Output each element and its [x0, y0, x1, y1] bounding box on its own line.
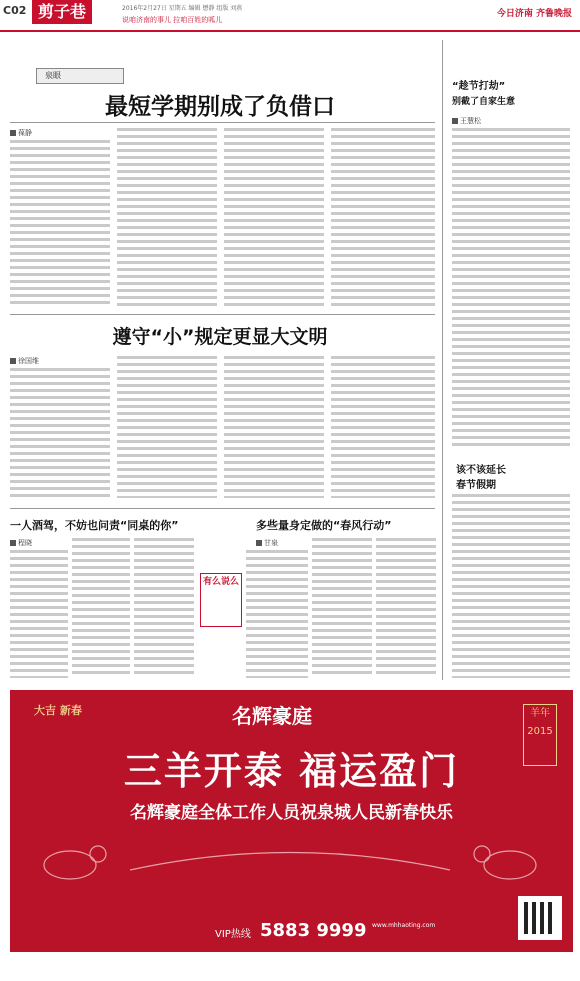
- right-headline-2: 别截了自家生意: [452, 97, 516, 107]
- byline-text: 徐国维: [18, 357, 39, 365]
- article-4-text: [376, 538, 436, 678]
- sheep-illustration: [10, 830, 573, 890]
- section-tag: 泉眼: [36, 68, 124, 84]
- byline-3: [10, 538, 32, 548]
- paper-logo: 今日济南 齐鲁晚报: [496, 9, 572, 19]
- section-slogan: 说咱济南的事儿 拉咱百姓的呱儿: [122, 16, 223, 24]
- article-2-text: [331, 356, 435, 498]
- article-1-text: [224, 128, 324, 308]
- author-icon: [10, 130, 16, 136]
- ad-main-slogan: 三羊开泰 福运盈门: [123, 749, 460, 793]
- date-line: 2016年2月27日 星期五 编辑 懋静 组版 刘燕: [122, 5, 243, 12]
- author-icon: [256, 540, 262, 546]
- right-headline-4: 春节假期: [456, 480, 496, 491]
- article-1-text: [117, 128, 217, 308]
- byline-text: 王慧松: [460, 117, 481, 125]
- byline-text: 葆静: [18, 129, 32, 137]
- rule: [10, 122, 435, 123]
- ad-sub-slogan: 名辉豪庭全体工作人员祝泉城人民新春快乐: [130, 803, 453, 823]
- article-2-text: [10, 368, 110, 498]
- headline-3: 一人酒驾，不妨也问责“同桌的你”: [10, 519, 179, 532]
- ad-right-art: 羊年 2015: [523, 704, 557, 766]
- section-name: 剪子巷: [32, 0, 92, 24]
- rule: [10, 508, 435, 509]
- page-code: C02: [3, 4, 27, 17]
- article-1-text: [331, 128, 435, 308]
- byline-2: [10, 356, 39, 366]
- vip-label: VIP热线: [215, 929, 251, 940]
- vip-phone: 5883 9999: [260, 920, 367, 941]
- article-1-text: [10, 140, 110, 308]
- right-byline: [452, 116, 481, 126]
- article-3-text: [10, 550, 68, 678]
- headline-2: 遵守“小”规定更显大文明: [112, 326, 328, 348]
- page-header: [0, 0, 580, 32]
- byline-text: 甘泉: [264, 539, 278, 547]
- author-icon: [10, 540, 16, 546]
- right-headline-1: “趁节打劫”: [452, 81, 506, 92]
- headline-4: 多些量身定做的“春风行动”: [256, 519, 392, 532]
- vertical-brand: 有么说么: [200, 573, 242, 627]
- ad-brand-logo: 名辉豪庭: [232, 704, 312, 728]
- author-icon: [452, 118, 458, 124]
- column-divider: [442, 40, 443, 680]
- author-icon: [10, 358, 16, 364]
- byline-1: [10, 128, 32, 138]
- article-4-text: [312, 538, 372, 678]
- advertisement: [10, 690, 573, 952]
- article-3-text: [134, 538, 194, 678]
- ad-url: www.mhhaoting.com: [372, 922, 436, 929]
- right-headline-3: 该不该延长: [456, 465, 506, 476]
- article-4-text: [246, 550, 308, 678]
- rule: [10, 314, 435, 315]
- byline-4: [256, 538, 278, 548]
- right-article-2-text: [452, 494, 570, 678]
- qr-code-icon: [518, 896, 562, 940]
- right-article-text: [452, 128, 570, 448]
- ad-left-art: 大吉 新春: [34, 704, 82, 717]
- headline-1: 最短学期别成了负借口: [105, 94, 335, 120]
- article-3-text: [72, 538, 130, 678]
- article-2-text: [224, 356, 324, 498]
- article-2-text: [117, 356, 217, 498]
- byline-text: 程晓: [18, 539, 32, 547]
